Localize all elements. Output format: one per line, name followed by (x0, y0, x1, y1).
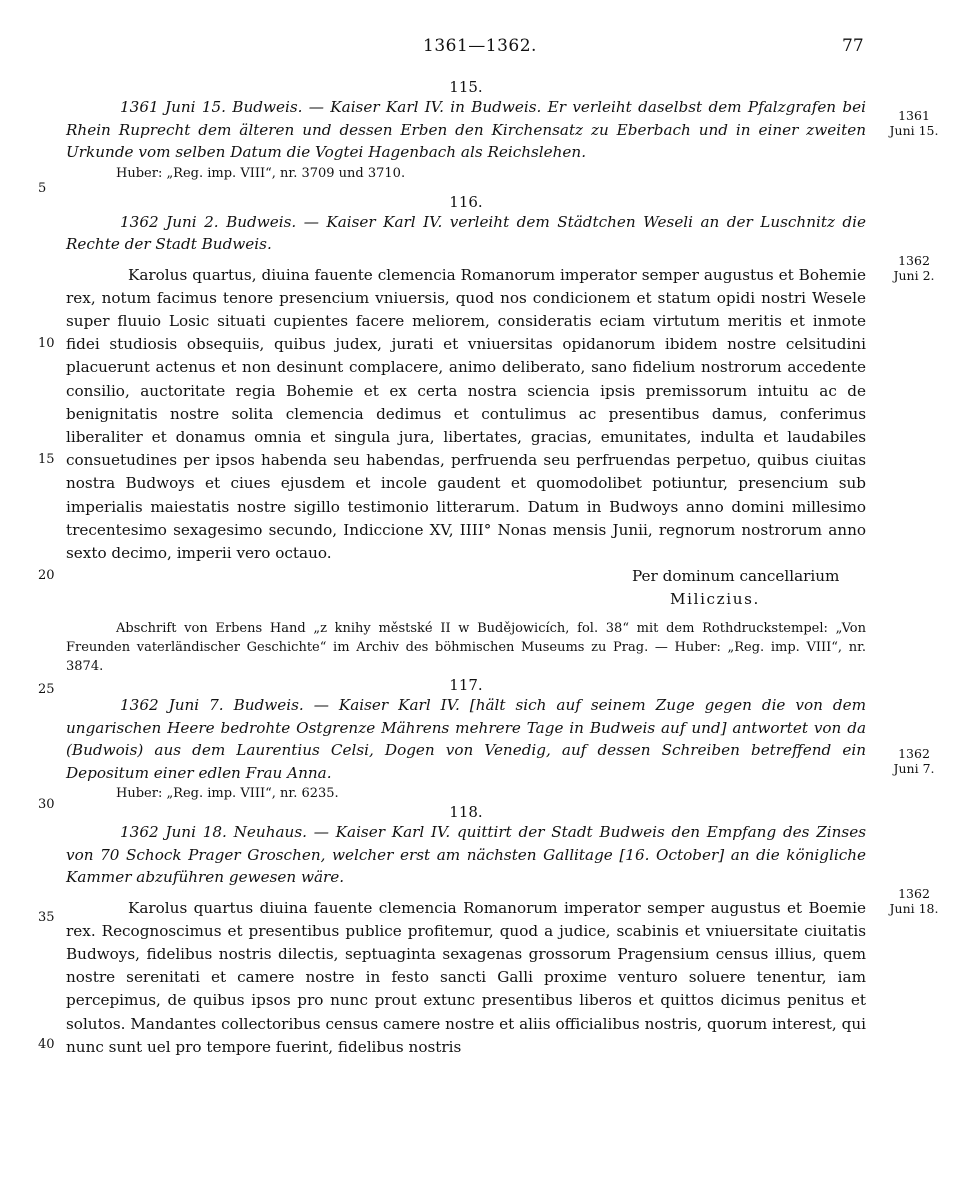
entry-number: 117. (449, 676, 483, 695)
margin-date-year: 1362 (898, 253, 930, 268)
entry-heading: 1362 Juni 7. Budweis. — Kaiser Karl IV. [hält sich auf seinem Zuge gegen die von dem ungarischen Heere bedrohte Ostgrenze Mährens mehrere Tage in Budweis auf und] antwortet von da (Budwois) aus dem Laurentius Celsi, Dogen von Venedig, auf dessen Schreiben betreffend ein Depositum einer edlen Frau Anna. (66, 696, 866, 782)
entry-heading: 1362 Juni 18. Neuhaus. — Kaiser Karl IV. quittirt der Stadt Budweis den Empfang des Zinses von 70 Schock Prager Groschen, welcher erst am nächsten Gallitage [16. October] an die königliche Kammer abzuführen gewesen wäre. (66, 823, 866, 887)
signature-name: Miliczius. (670, 590, 760, 609)
line-number: 10 (38, 336, 55, 351)
entry-number: 115. (449, 78, 483, 96)
margin-date-year: 1362 (898, 746, 930, 761)
entry-source: Huber: „Reg. imp. VIII“, nr. 3709 und 3710. (116, 165, 406, 181)
line-number: 40 (38, 1037, 55, 1052)
margin-date (884, 253, 944, 283)
line-number: 30 (38, 797, 55, 812)
margin-date-day: Juni 7. (893, 761, 935, 776)
entry-source: Abschrift von Erbens Hand „z knihy městské II w Budějowicích, fol. 38“ mit dem Rothdruckstempel: „Von Freunden vaterländischer Geschichte“ im Archiv des böhmischen Museums zu Prag. — Huber: „Reg. imp. VIII“, nr. 3874. (66, 621, 866, 675)
margin-date-year: 1361 (898, 108, 930, 123)
entry-source: Huber: „Reg. imp. VIII“, nr. 6235. (116, 786, 339, 802)
running-head-years: 1361—1362. (423, 36, 537, 56)
main-text (66, 78, 866, 1059)
margin-date-year: 1362 (898, 886, 930, 901)
margin-date (884, 746, 944, 776)
entry-number: 116. (449, 192, 483, 211)
line-number: 15 (38, 452, 55, 467)
margin-date-day: Juni 15. (889, 123, 939, 138)
line-number: 20 (38, 568, 55, 583)
signature-line: Per dominum cancellarium (632, 567, 840, 586)
margin-date-day: Juni 18. (889, 901, 939, 916)
line-number: 5 (38, 181, 47, 196)
margin-date (884, 886, 944, 916)
line-number: 35 (38, 910, 55, 925)
entry-heading: 1361 Juni 15. Budweis. — Kaiser Karl IV. in Budweis. Er verleiht daselbst dem Pfalzgrafen bei Rhein Ruprecht dem älteren und dessen Erben den Kirchensatz zu Eberbach und in einer zweiten Urkunde vom selben Datum die Vogtei Hagenbach als Reichslehen. (66, 98, 866, 161)
entry-heading: 1362 Juni 2. Budweis. — Kaiser Karl IV. verleiht dem Städtchen Weseli an der Luschnitz die Rechte der Stadt Budweis. (66, 212, 866, 253)
entry-body: Karolus quartus diuina fauente clemencia Romanorum imperator semper augustus et Boemie rex. Recognoscimus et presentibus publice profitemur, quod a judice, scabinis et vniuersitate ciuitatis Budwoys, fidelibus nostris dilectis, septuaginta sexagenas grossorum Pragensium census illius, quem nostre serenitati et camere nostre in festo sancti Galli proxime venturo soluere tenentur, iam percepimus, de quibus ipsos pro nunc prout extunc presentibus liberos et quittos dicimus penitus et solutos. Mandantes collectoribus census camere nostre et aliis officialibus nostris, quorum interest, qui nunc sunt uel pro tempore fuerint, fidelibus nostris (66, 898, 866, 1056)
entry-body: Karolus quartus, diuina fauente clemencia Romanorum imperator semper augustus et Bohemie rex, notum facimus tenore presencium vniuersis, quod nos condicionem et statum opidi nostri Wesele super fluuio Losic situati cupientes facere meliorem, consideratis eciam virtutum meritis et inmote fidei studiosis obsequiis, quibus judex, jurati et vniuersitas opidanorum ibidem nostre celsitudini placuerunt actenus et non desinunt complacere, animo deliberato, sano fidelium nostrorum accedente consilio, auctoritate regia Bohemie et ex certa nostra sciencia ipsis premissorum intuitu ac de benignitatis nostre solita clemencia dedimus et contulimus ac presentibus damus, conferimus liberaliter et donamus omnia et singula jura, libertates, gracias, emunitates, indulta et laudabiles consuetudines per ipsos habenda seu habendas, perfruenda seu perfruendas perpetuo, quibus ciuitas nostra Budwoys et ciues ejusdem et incole gaudent et quomodolibet potiuntur, presencium sub imperialis maiestatis nostre sigillo testimonio litterarum. Datum in Budwoys anno domini millesimo trecentesimo sexagesimo secundo, Indiccione XV, IIII° Nonas mensis Junii, regnorum nostrorum anno sexto decimo, imperii vero octauo. (66, 265, 866, 562)
margin-date (884, 108, 944, 138)
margin-date-day: Juni 2. (893, 268, 935, 283)
entry-number: 118. (449, 803, 483, 822)
page-number: 77 (842, 36, 864, 56)
line-number: 25 (38, 682, 55, 697)
